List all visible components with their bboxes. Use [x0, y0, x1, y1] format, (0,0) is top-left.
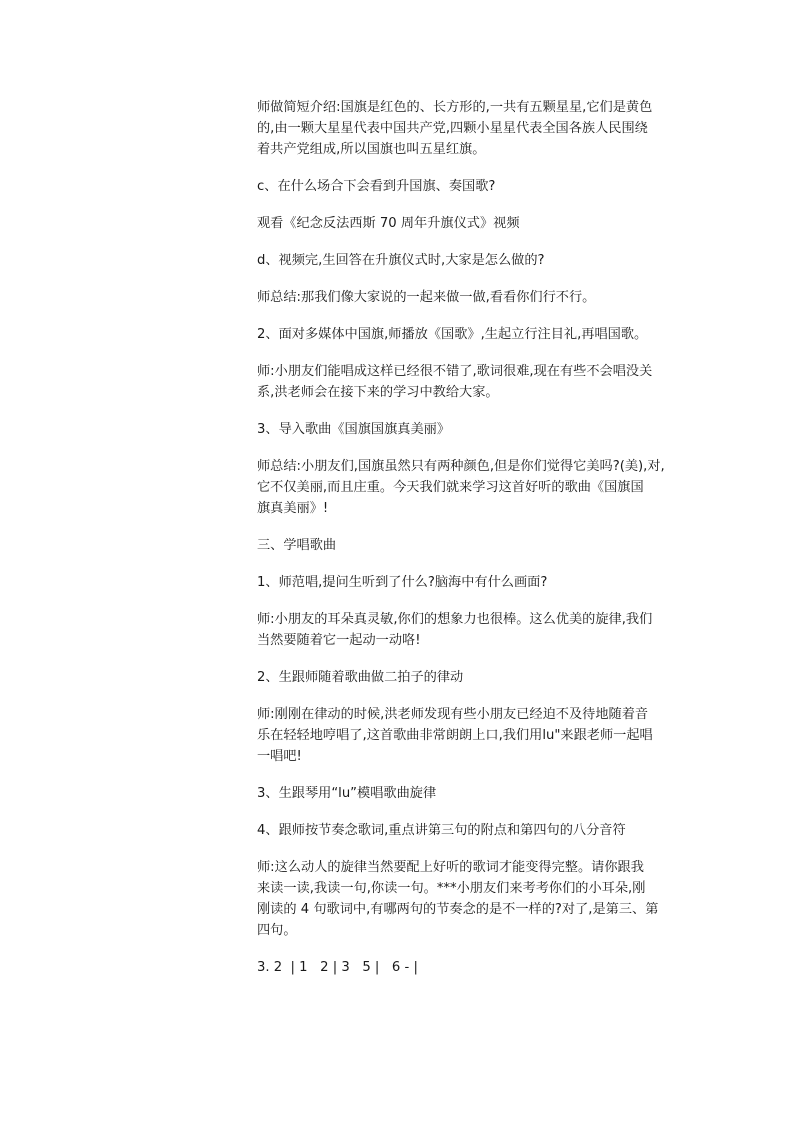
paragraph-line: 的,由一颗大星星代表中国共产党,四颗小星星代表全国各族人民围绕	[257, 121, 648, 136]
document-paragraph	[257, 324, 677, 345]
paragraph-line: 系,洪老师会在接下来的学习中教给大家。	[257, 385, 499, 400]
document-paragraph	[257, 609, 677, 651]
paragraph-line: 着共产党组成,所以国旗也叫五星红旗。	[257, 142, 486, 157]
paragraph-line: 师做简短介绍:国旗是红色的、长方形的,一共有五颗星星,它们是黄色	[257, 100, 653, 115]
paragraph-line: 它不仅美丽,而且庄重。今天我们就来学习这首好听的歌曲《国旗国	[257, 480, 644, 495]
document-paragraph	[257, 97, 677, 160]
paragraph-line: 师:小朋友的耳朵真灵敏,你们的想象力也很棒。这么优美的旋律,我们	[257, 612, 653, 627]
paragraph-line: 乐在轻轻地哼唱了,这首歌曲非常朗朗上口,我们用lu"来跟老师一起唱	[257, 728, 653, 743]
paragraph-line: 2、面对多媒体中国旗,师播放《国歌》,生起立行注目礼,再唱国歌。	[257, 327, 648, 342]
document-paragraph	[257, 287, 677, 308]
paragraph-line: 师:刚刚在律动的时候,洪老师发现有些小朋友已经迫不及待地随着音	[257, 707, 649, 722]
document-paragraph	[257, 213, 677, 234]
paragraph-line: c、在什么场合下会看到升国旗、奏国歌?	[257, 179, 496, 194]
paragraph-line: 三、学唱歌曲	[257, 538, 337, 553]
paragraph-line: 师:小朋友们能唱成这样已经很不错了,歌词很难,现在有些不会唱没关	[257, 364, 653, 379]
paragraph-line: 刚读的 4 句歌词中,有哪两句的节奏念的是不一样的?对了,是第三、第	[257, 902, 659, 917]
paragraph-line: d、视频完,生回答在升旗仪式时,大家是怎么做的?	[257, 253, 545, 268]
document-paragraph	[257, 857, 677, 941]
document-paragraph	[257, 535, 677, 556]
paragraph-line: 4、跟师按节奏念歌词,重点讲第三句的附点和第四句的八分音符	[257, 823, 626, 838]
document-paragraph	[257, 176, 677, 197]
document-paragraph	[257, 361, 677, 403]
document-paragraph	[257, 250, 677, 271]
paragraph-line: 师总结:那我们像大家说的一起来做一做,看看你们行不行。	[257, 290, 596, 305]
paragraph-line: 3、导入歌曲《国旗国旗真美丽》	[257, 422, 451, 437]
paragraph-line: 一唱吧!	[257, 749, 302, 764]
document-paragraph	[257, 419, 677, 440]
paragraph-line: 师:这么动人的旋律当然要配上好听的歌词才能变得完整。请你跟我	[257, 860, 644, 875]
document-paragraph	[257, 667, 677, 688]
paragraph-line: 四句。	[257, 923, 297, 938]
paragraph-line: 3、生跟琴用“lu”模唱歌曲旋律	[257, 786, 437, 801]
paragraph-line: 2、生跟师随着歌曲做二拍子的律动	[257, 670, 464, 685]
music-notation-line: 3. 2 | 1 2 | 3 5 | 6 - |	[257, 960, 418, 975]
document-body	[257, 97, 677, 978]
document-paragraph	[257, 820, 677, 841]
paragraph-line: 当然要随着它一起动一动咯!	[257, 633, 421, 648]
document-paragraph	[257, 456, 677, 519]
paragraph-line: 旗真美丽》!	[257, 501, 329, 516]
paragraph-line: 师总结:小朋友们,国旗虽然只有两种颜色,但是你们觉得它美吗?(美),对,	[257, 459, 665, 474]
paragraph-line: 观看《纪念反法西斯 70 周年升旗仪式》视频	[257, 216, 520, 231]
document-paragraph	[257, 572, 677, 593]
paragraph-line: 来读一读,我读一句,你读一句。***小朋友们来考考你们的小耳朵,刚	[257, 881, 646, 896]
document-paragraph	[257, 704, 677, 767]
document-paragraph	[257, 783, 677, 804]
paragraph-line: 1、师范唱,提问生听到了什么?脑海中有什么画面?	[257, 575, 548, 590]
